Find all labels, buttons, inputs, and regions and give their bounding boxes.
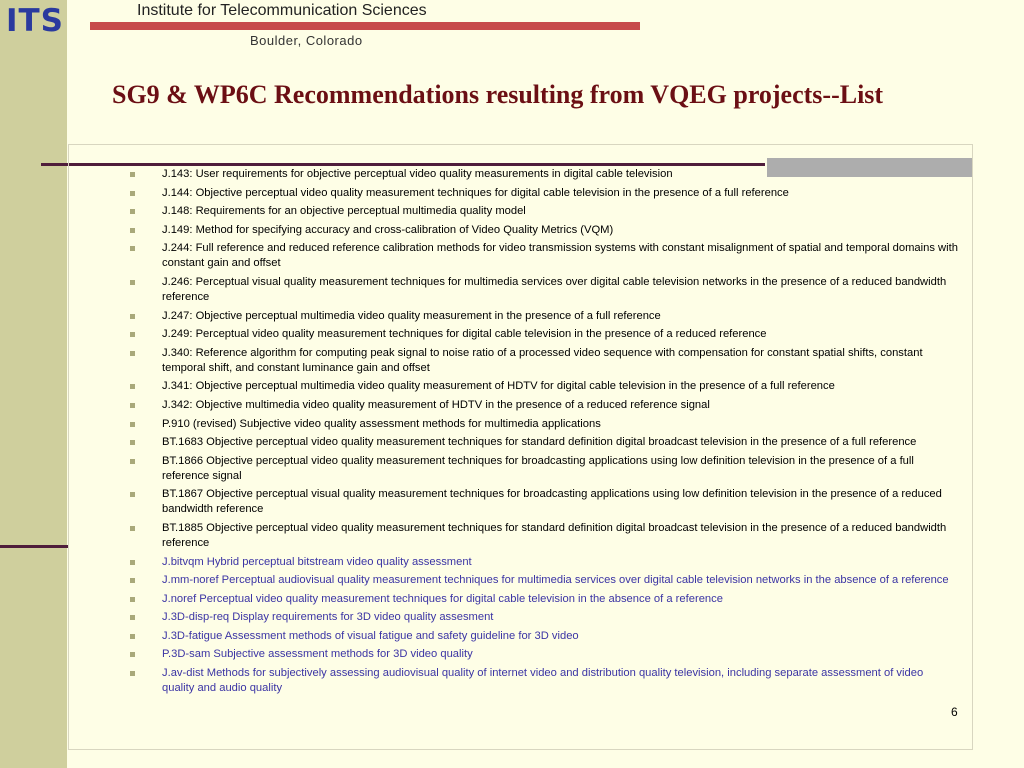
- page-number: 6: [951, 705, 958, 719]
- list-item: J.148: Requirements for an objective perceptual multimedia quality model: [130, 204, 958, 219]
- list-item: J.247: Objective perceptual multimedia video quality measurement in the presence of a full reference: [130, 309, 958, 324]
- list-item: BT.1683 Objective perceptual video quality measurement techniques for standard definition digital broadcast television in the presence of a full reference: [130, 435, 958, 450]
- list-item: J.bitvqm Hybrid perceptual bitstream video quality assessment: [130, 555, 958, 570]
- list-item: J.av-dist Methods for subjectively assessing audiovisual quality of internet video and distribution quality television, including separate assessment of video quality and audio quality: [130, 666, 958, 696]
- list-item: J.342: Objective multimedia video quality measurement of HDTV in the presence of a reduced reference signal: [130, 398, 958, 413]
- list-item: J.143: User requirements for objective perceptual video quality measurements in digital cable television: [130, 167, 958, 182]
- list-item: BT.1866 Objective perceptual video quality measurement techniques for broadcasting applications using low definition television in the presence of a full reference signal: [130, 454, 958, 484]
- list-item: J.144: Objective perceptual video quality measurement techniques for digital cable television in the presence of a full reference: [130, 186, 958, 201]
- institute-location: Boulder, Colorado: [250, 33, 363, 48]
- list-item: J.3D-disp-req Display requirements for 3D video quality assesment: [130, 610, 958, 625]
- list-item: BT.1867 Objective perceptual visual quality measurement techniques for broadcasting applications using low definition television in the presence of a reduced bandwidth reference: [130, 487, 958, 517]
- list-item: J.mm-noref Perceptual audiovisual quality measurement techniques for multimedia services over digital cable television networks in the absence of a reference: [130, 573, 958, 588]
- header-red-line: [90, 22, 640, 30]
- list-item: P.910 (revised) Subjective video quality assessment methods for multimedia applications: [130, 417, 958, 432]
- list-item: P.3D-sam Subjective assessment methods for 3D video quality: [130, 647, 958, 662]
- slide-title: SG9 & WP6C Recommendations resulting from VQEG projects--List: [112, 80, 884, 109]
- list-item: J.246: Perceptual visual quality measurement techniques for multimedia services over digital cable television networks in the presence of a reduced bandwidth reference: [130, 275, 958, 305]
- list-item: J.149: Method for specifying accuracy and cross-calibration of Video Quality Metrics (VQM): [130, 223, 958, 238]
- list-item: J.244: Full reference and reduced reference calibration methods for video transmission systems with constant misalignment of spatial and temporal domains with constant gain and offset: [130, 241, 958, 271]
- left-bar-divider: [0, 545, 68, 548]
- slide-header: [0, 0, 1024, 140]
- list-item: BT.1885 Objective perceptual video quality measurement techniques for standard definition digital broadcast television in the presence of a reduced bandwidth reference: [130, 521, 958, 551]
- list-item: J.3D-fatigue Assessment methods of visual fatigue and safety guideline for 3D video: [130, 629, 958, 644]
- recommendation-list: [130, 167, 958, 700]
- list-item: J.noref Perceptual video quality measurement techniques for digital cable television in the absence of a reference: [130, 592, 958, 607]
- institute-name: Institute for Telecommunication Sciences: [137, 2, 427, 19]
- list-item: J.341: Objective perceptual multimedia video quality measurement of HDTV for digital cable television in the presence of a full reference: [130, 379, 958, 394]
- list-item: J.249: Perceptual video quality measurement techniques for digital cable television in the presence of a reduced reference: [130, 327, 958, 342]
- list-item: J.340: Reference algorithm for computing peak signal to noise ratio of a processed video sequence with compensation for constant spatial shifts, constant temporal shift, and constant luminance gain and offset: [130, 346, 958, 376]
- its-logo: ITS: [6, 3, 65, 39]
